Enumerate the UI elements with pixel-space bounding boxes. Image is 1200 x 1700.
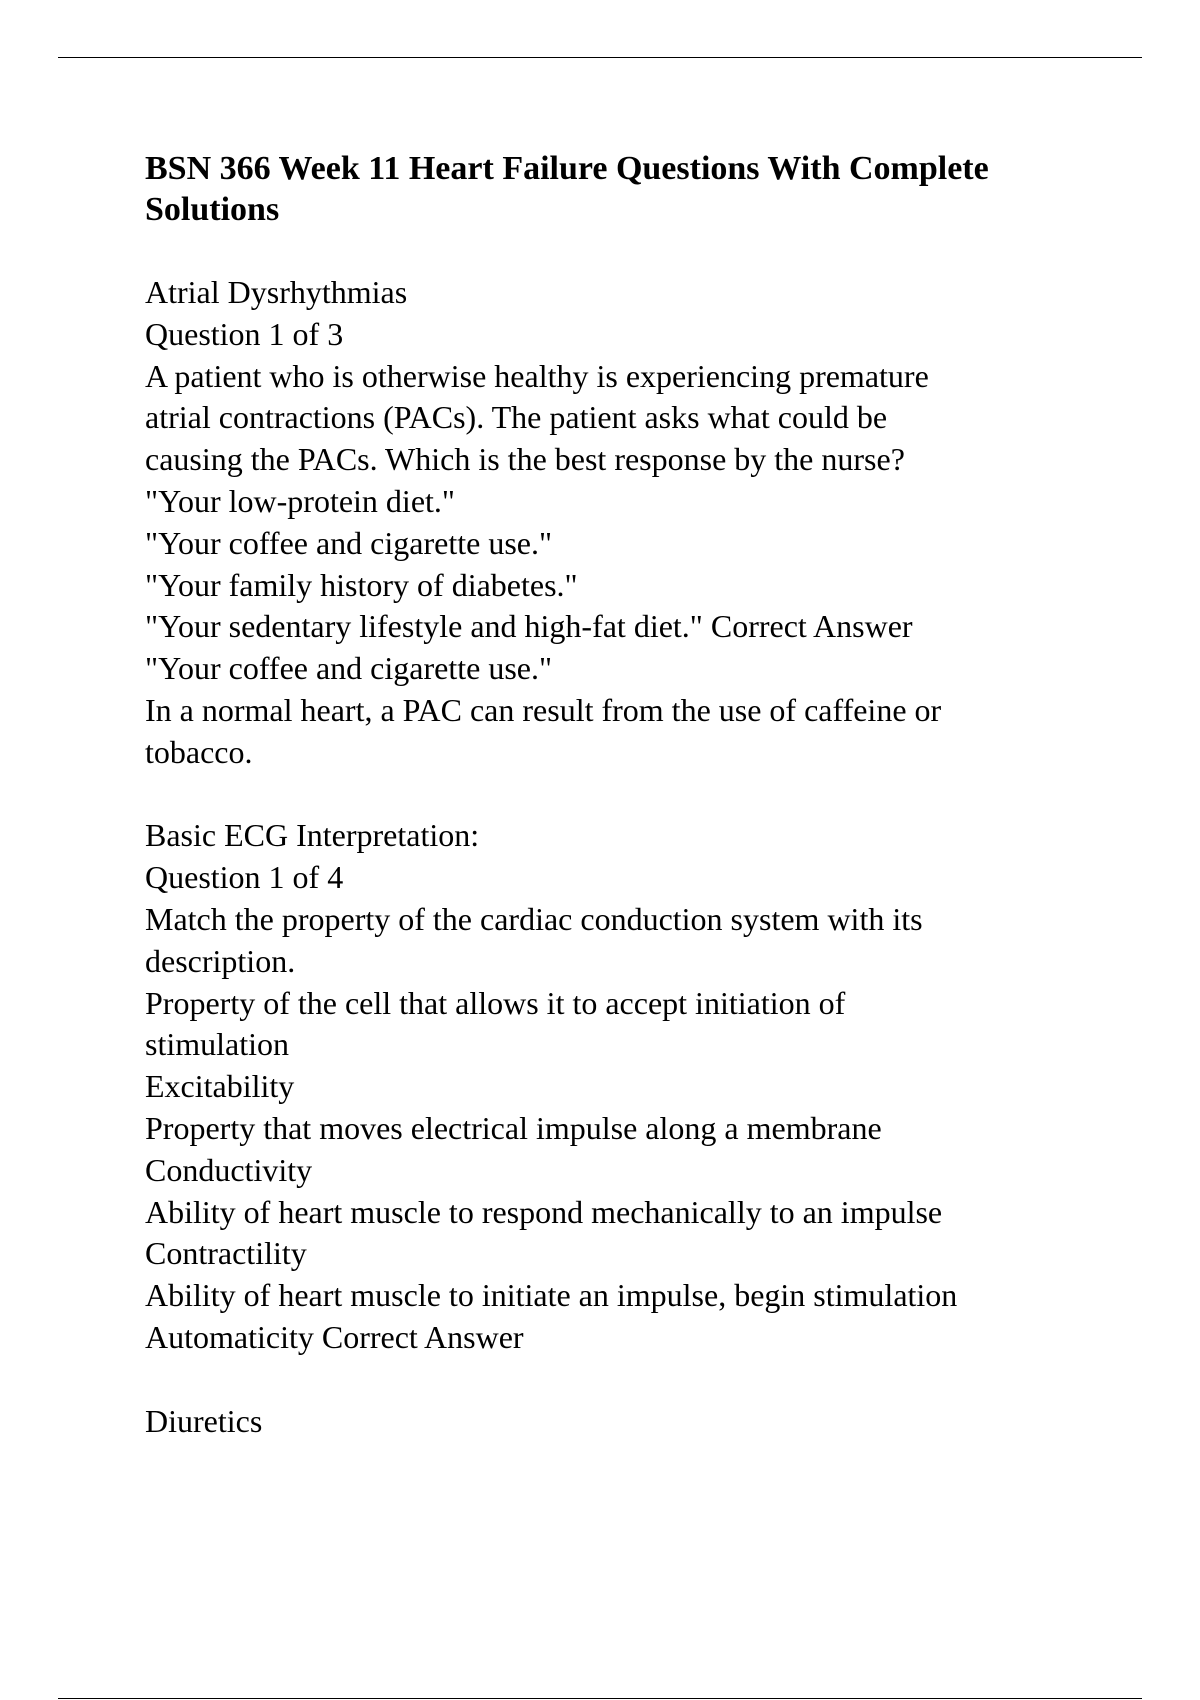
match-description-line: stimulation	[145, 1026, 289, 1063]
answer-option: "Your coffee and cigarette use."	[145, 524, 553, 561]
document-title	[145, 148, 1085, 230]
footer-rule	[58, 1698, 1142, 1699]
section-heading-basic-ecg: Basic ECG Interpretation:	[145, 817, 480, 854]
question-text-line: A patient who is otherwise healthy is experiencing premature	[145, 357, 929, 394]
header-rule	[58, 57, 1142, 58]
question-counter: Question 1 of 4	[145, 859, 344, 896]
question-text-line: description.	[145, 942, 296, 979]
section-heading-atrial-dysrhythmias: Atrial Dysrhythmias	[145, 274, 408, 310]
document-body	[145, 272, 1105, 1442]
match-description-line: Property of the cell that allows it to accept initiation of	[145, 984, 846, 1021]
section-heading-diuretics: Diuretics	[145, 1402, 263, 1439]
document-title-line: BSN 366 Week 11 Heart Failure Questions With Complete	[145, 150, 989, 187]
document-title-line: Solutions	[145, 191, 280, 228]
question-counter: Question 1 of 3	[145, 315, 344, 352]
match-term: Automaticity Correct Answer	[145, 1318, 524, 1355]
question-text-line: Match the property of the cardiac conduction system with its	[145, 900, 923, 937]
question-text-line: causing the PACs. Which is the best response by the nurse?	[145, 441, 905, 478]
match-term: Contractility	[145, 1235, 307, 1272]
blank-line	[145, 1359, 1105, 1401]
answer-option: "Your sedentary lifestyle and high-fat diet." Correct Answer	[145, 608, 913, 645]
rationale-line: In a normal heart, a PAC can result from the use of caffeine or	[145, 691, 942, 728]
match-description-line: Ability of heart muscle to respond mechanically to an impulse	[145, 1193, 943, 1230]
correct-answer-text: "Your coffee and cigarette use."	[145, 650, 553, 687]
blank-line	[145, 774, 1105, 816]
match-description-line: Ability of heart muscle to initiate an impulse, begin stimulation	[145, 1277, 958, 1314]
rationale-line: tobacco.	[145, 733, 253, 770]
match-term: Excitability	[145, 1068, 295, 1105]
question-text-line: atrial contractions (PACs). The patient asks what could be	[145, 399, 888, 436]
match-term: Conductivity	[145, 1151, 313, 1188]
answer-option: "Your family history of diabetes."	[145, 566, 578, 603]
answer-option: "Your low-protein diet."	[145, 482, 455, 519]
match-description-line: Property that moves electrical impulse along a membrane	[145, 1109, 882, 1146]
